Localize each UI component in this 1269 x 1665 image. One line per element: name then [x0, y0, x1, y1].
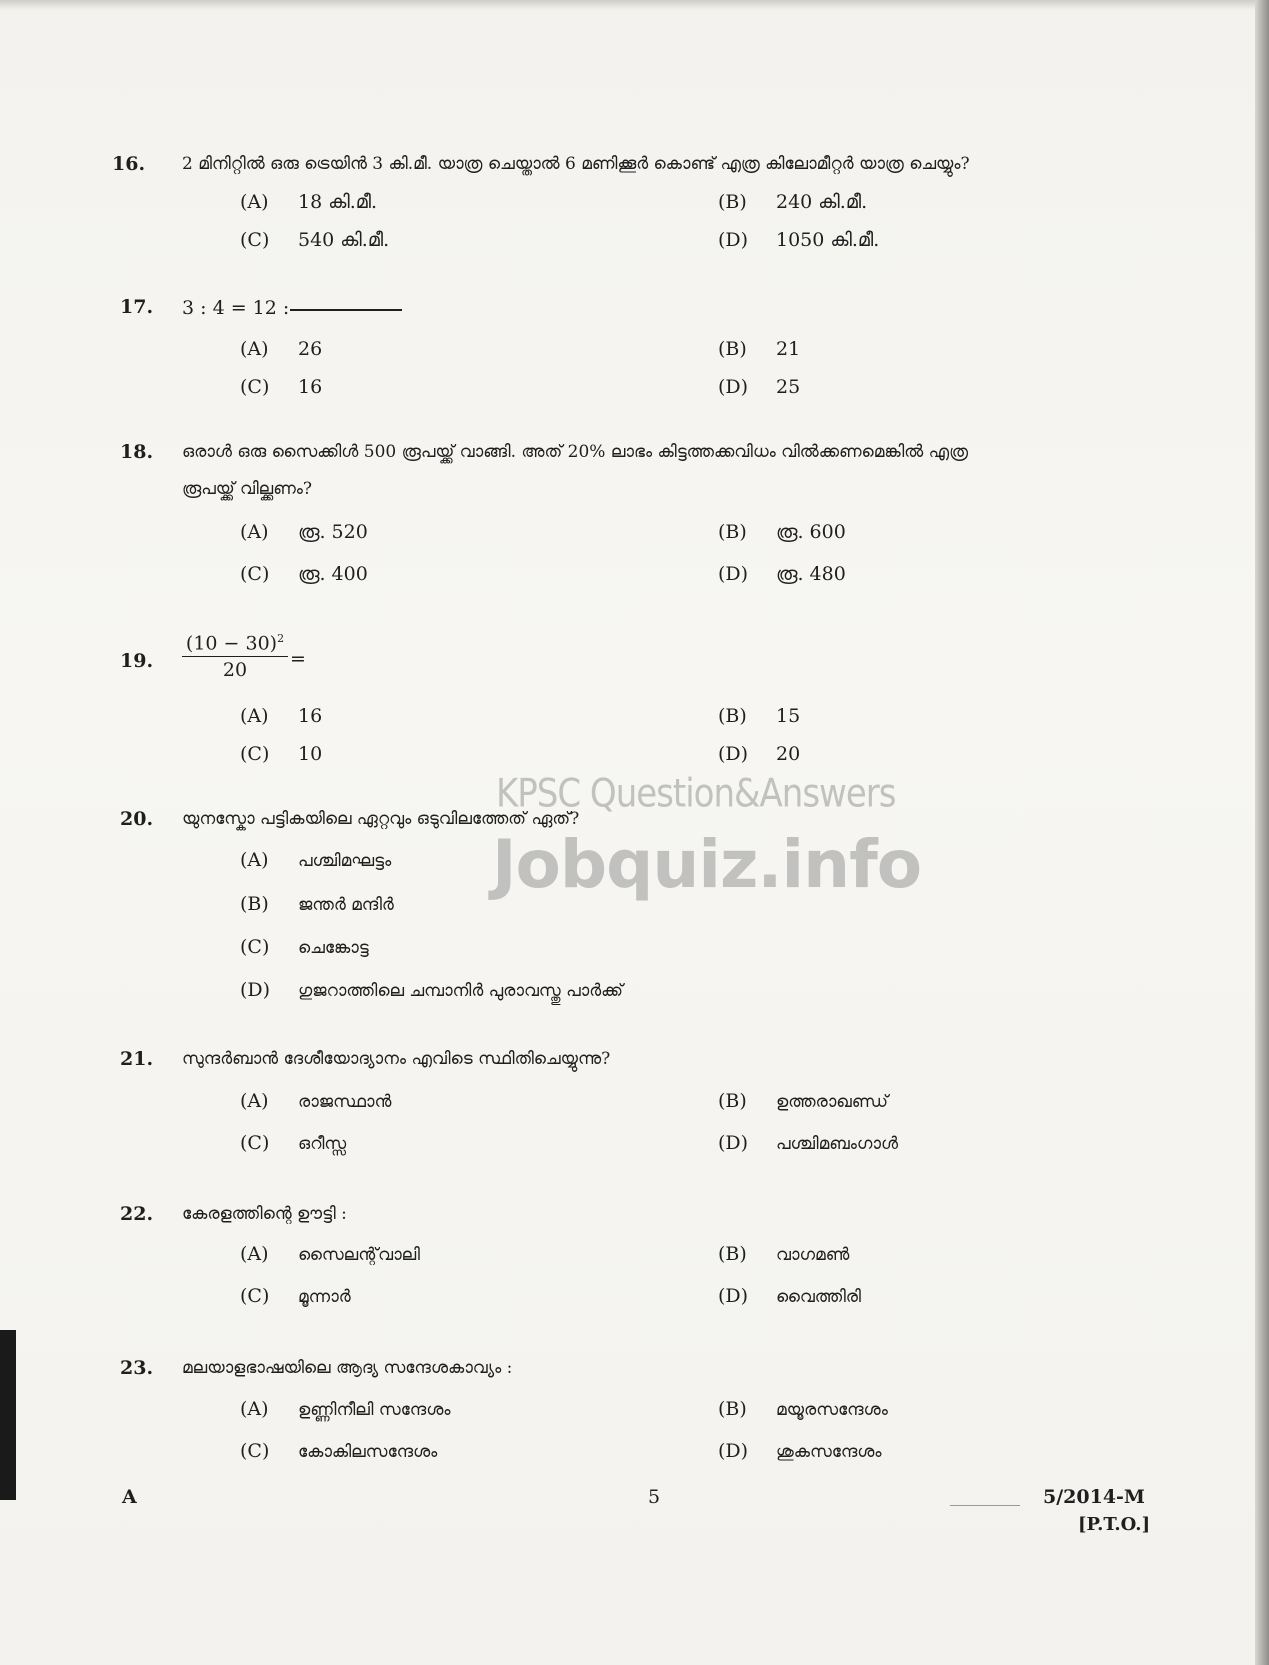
question-number: 19.: [120, 650, 154, 672]
watermark-line2: Jobquiz.info: [492, 826, 922, 903]
option-d: [718, 563, 846, 585]
option-label: (B): [718, 338, 747, 360]
footer-divider: [950, 1505, 1020, 1506]
option-text: ഒറീസ്സ: [298, 1134, 347, 1154]
option-label: (D): [718, 1132, 749, 1154]
option-text: ഉണ്ണിനീലി സന്ദേശം: [298, 1400, 451, 1420]
option-label: (D): [240, 979, 271, 1001]
option-text: 540 കി.മീ.: [298, 229, 390, 251]
page-number: 5: [648, 1486, 661, 1508]
option-label: (A): [240, 521, 269, 543]
question-number: 23.: [120, 1357, 154, 1379]
option-text: കോകിലസന്ദേശം: [298, 1442, 438, 1462]
option-text: 16: [298, 705, 323, 727]
option-label: (B): [718, 1090, 747, 1112]
option-text: ജന്തർ മന്ദിർ: [298, 895, 394, 915]
option-text: 1050 കി.മീ.: [776, 229, 880, 251]
option-c: [240, 1440, 437, 1462]
option-b: [718, 705, 800, 727]
option-text: 16: [298, 376, 323, 398]
question-text: 3 : 4 = 12 :: [182, 297, 290, 319]
question-text: കേരളത്തിന്റെ ഊട്ടി :: [182, 1204, 347, 1224]
option-d: [240, 979, 623, 1001]
option-label: (B): [718, 521, 747, 543]
option-text: രൂ. 400: [298, 563, 368, 585]
scan-shadow-right: [1255, 0, 1269, 1665]
question-text-line2: രൂപയ്ക്ക് വില്ക്കണം?: [182, 479, 312, 499]
option-b: [240, 893, 394, 915]
option-label: (D): [718, 229, 749, 251]
option-d: [718, 1440, 882, 1462]
option-b: [718, 338, 800, 360]
option-text: രൂ. 480: [776, 563, 846, 585]
option-b: [718, 1090, 888, 1112]
option-c: [240, 936, 369, 958]
pto-label: [P.T.O.]: [1078, 1514, 1151, 1535]
option-label: (B): [240, 893, 269, 915]
option-label: (D): [718, 563, 749, 585]
option-label: (D): [718, 743, 749, 765]
option-a: [240, 849, 391, 871]
question-number: 17.: [120, 296, 154, 318]
question-text: 2 മിനിറ്റിൽ ഒരു ട്രെയിൻ 3 കി.മീ. യാത്ര ചെയ്താൽ 6 മണിക്കൂർ കൊണ്ട് എത്ര കിലോമീറ്റർ യാത്ര ചെയ്യും?: [182, 154, 970, 174]
option-label: (D): [718, 1440, 749, 1462]
option-label: (D): [718, 376, 749, 398]
option-label: (C): [240, 743, 270, 765]
option-label: (A): [240, 705, 269, 727]
option-label: (C): [240, 376, 270, 398]
option-c: [240, 376, 322, 398]
option-d: [718, 1285, 861, 1307]
option-a: [240, 705, 322, 727]
option-a: [240, 191, 377, 213]
option-d: [718, 1132, 898, 1154]
option-label: (B): [718, 191, 747, 213]
option-text: പശ്ചിമഘട്ടം: [298, 851, 392, 871]
question-text: സുന്ദർബാൻ ദേശീയോദ്യാനം എവിടെ സ്ഥിതിചെയ്യുന്നു?: [182, 1049, 611, 1069]
option-text: രൂ. 520: [298, 521, 368, 543]
question-number: 22.: [120, 1203, 154, 1225]
option-text: ചെങ്കോട്ട: [298, 938, 369, 958]
fraction: [182, 632, 288, 681]
option-text: 10: [298, 743, 323, 765]
option-label: (B): [718, 1243, 747, 1265]
option-c: [240, 229, 389, 251]
option-b: [718, 1398, 888, 1420]
watermark-line1: KPSC Question&Answers: [496, 771, 896, 817]
question-number: 21.: [120, 1048, 154, 1070]
question-number: 18.: [120, 441, 154, 463]
option-text: മയൂരസന്ദേശം: [776, 1400, 888, 1420]
option-a: [240, 1398, 451, 1420]
option-c: [240, 743, 322, 765]
option-d: [718, 229, 879, 251]
option-text: 15: [776, 705, 801, 727]
option-d: [718, 743, 800, 765]
option-text: വാഗമൺ: [776, 1245, 850, 1265]
scan-shadow-left: [0, 1330, 16, 1500]
series-code: A: [122, 1486, 137, 1508]
option-label: (C): [240, 1132, 270, 1154]
option-text: ഉത്തരാഖണ്ഡ്: [776, 1092, 889, 1112]
answer-blank: [290, 309, 402, 311]
question-number: 20.: [120, 808, 154, 830]
option-label: (A): [240, 191, 269, 213]
option-text: 25: [776, 376, 801, 398]
option-label: (A): [240, 338, 269, 360]
option-b: [718, 191, 867, 213]
option-label: (B): [718, 1398, 747, 1420]
option-a: [240, 1090, 391, 1112]
option-label: (A): [240, 849, 269, 871]
option-text: മൂന്നാർ: [298, 1287, 351, 1307]
option-text: പശ്ചിമബംഗാൾ: [776, 1134, 899, 1154]
option-text: രൂ. 600: [776, 521, 846, 543]
scan-shadow-top: [0, 0, 1269, 10]
option-text: ഗുജറാത്തിലെ ചമ്പാനിർ പുരാവസ്തു പാർക്ക്: [298, 981, 623, 1001]
option-b: [718, 521, 846, 543]
question-text-line1: ഒരാൾ ഒരു സൈക്കിൾ 500 രൂപയ്ക്ക് വാങ്ങി. അത് 20% ലാഭം കിട്ടത്തക്കവിധം വിൽക്കണമെങ്കിൽ എത്ര: [182, 442, 968, 462]
option-a: [240, 338, 322, 360]
option-text: 240 കി.മീ.: [776, 191, 868, 213]
paper-code: 5/2014-M: [1043, 1486, 1145, 1508]
option-a: [240, 1243, 420, 1265]
option-text: സൈലന്റ്‌വാലി: [298, 1245, 420, 1265]
option-label: (C): [240, 229, 270, 251]
option-c: [240, 563, 368, 585]
option-label: (C): [240, 1285, 270, 1307]
option-text: ശുകസന്ദേശം: [776, 1442, 882, 1462]
option-label: (C): [240, 563, 270, 585]
option-label: (A): [240, 1090, 269, 1112]
option-c: [240, 1132, 346, 1154]
option-label: (B): [718, 705, 747, 727]
option-label: (D): [718, 1285, 749, 1307]
option-label: (A): [240, 1398, 269, 1420]
question-number: 16.: [112, 153, 146, 175]
option-c: [240, 1285, 351, 1307]
option-text: 26: [298, 338, 323, 360]
fraction-numerator: $(10 - 30)^2$: [182, 632, 288, 657]
option-b: [718, 1243, 849, 1265]
option-a: [240, 521, 368, 543]
option-text: 21: [776, 338, 801, 360]
option-text: 18 കി.മീ.: [298, 191, 378, 213]
option-text: രാജസ്ഥാൻ: [298, 1092, 392, 1112]
option-text: 20: [776, 743, 801, 765]
option-label: (A): [240, 1243, 269, 1265]
option-label: (C): [240, 1440, 270, 1462]
fraction-denominator: 20: [222, 659, 248, 682]
option-d: [718, 376, 800, 398]
option-text: വൈത്തിരി: [776, 1287, 861, 1307]
fraction-exponent: 2: [277, 632, 285, 645]
question-text: മലയാളഭാഷയിലെ ആദ്യ സന്ദേശകാവ്യം :: [182, 1358, 513, 1378]
question-text: യുനസ്കോ പട്ടികയിലെ ഏറ്റവും ഒടുവിലത്തേത് ഏത്?: [182, 809, 580, 829]
equals-sign: =: [290, 648, 306, 670]
option-label: (C): [240, 936, 270, 958]
